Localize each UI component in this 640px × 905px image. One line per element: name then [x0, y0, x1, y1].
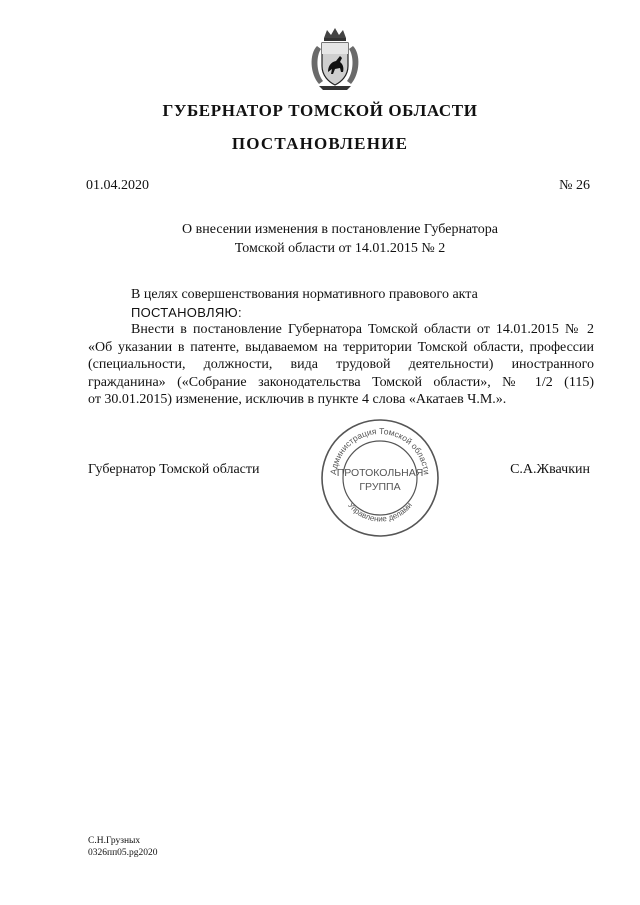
- stamp-center-line1: ПРОТОКОЛЬНАЯ: [336, 467, 424, 479]
- document-body: [88, 286, 594, 409]
- purpose-line: В целях совершенствования нормативного правового акта: [131, 287, 478, 302]
- official-stamp: [318, 416, 442, 540]
- organization-title: ГУБЕРНАТОР ТОМСКОЙ ОБЛАСТИ: [162, 101, 478, 120]
- paragraph-line: «Об указании в патенте, выдаваемом на территории Томской области, профессии: [88, 339, 594, 355]
- paragraph-line: гражданина» («Собрание законодательства Томской области», № 1/2 (115): [88, 374, 594, 390]
- stamp-ring-text: Администрация Томской области: [328, 425, 432, 476]
- subject-line: Томской области от 14.01.2015 № 2: [234, 241, 446, 256]
- paragraph-line: (специальности, должности, вида трудовой деятельности) иностранного: [88, 357, 594, 372]
- signatory-name: С.А.Жвачкин: [510, 462, 590, 477]
- document-type-title: ПОСТАНОВЛЕНИЕ: [231, 134, 409, 153]
- document-number: № 26: [559, 178, 590, 193]
- decree-word: ПОСТАНОВЛЯЮ:: [131, 304, 242, 320]
- file-reference: 0326пп05.pg2020: [88, 848, 158, 858]
- executor-name: С.Н.Грузных: [88, 836, 141, 846]
- document-subject: [120, 220, 560, 258]
- subject-line: О внесении изменения в постановление Губернатора: [182, 222, 498, 237]
- footer-notes: [88, 835, 158, 859]
- stamp-center-line2: ГРУППА: [359, 481, 401, 493]
- stamp-ring-text-bottom: Управление делами: [346, 500, 414, 524]
- document-date: 01.04.2020: [86, 178, 149, 193]
- paragraph-line: от 30.01.2015) изменение, исключив в пункте 4 слова «Акатаев Ч.М.».: [88, 392, 507, 407]
- paragraph-line: Внести в постановление Губернатора Томской области от 14.01.2015 № 2: [131, 322, 594, 337]
- coat-of-arms-icon: [307, 26, 363, 92]
- signatory-position: Губернатор Томской области: [88, 462, 260, 477]
